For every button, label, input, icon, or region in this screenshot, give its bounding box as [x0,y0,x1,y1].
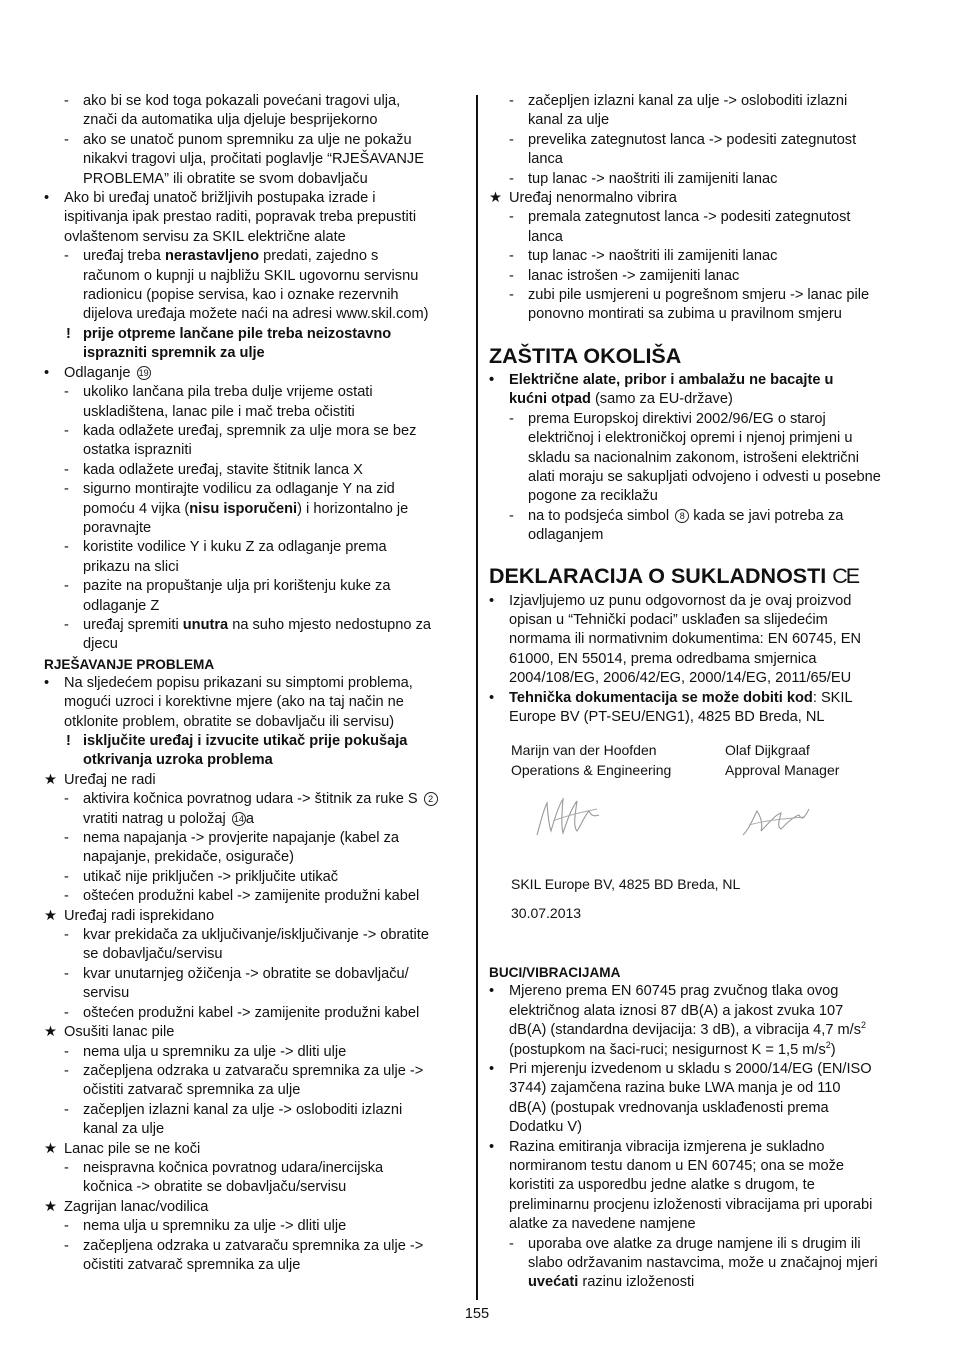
list-item: - uređaj spremiti unutra na suho mjesto nedostupno za [64,616,432,633]
list-item: - začepljen izlazni kanal za ulje -> osloboditi izlazni [509,93,848,109]
list-item: - aktivira kočnica povratnog udara -> štitnik za ruke S 2 [44,790,464,809]
list-item: - kvar prekidača za uključivanje/isključivanje -> obratite [64,927,429,944]
section-heading-environment: ZAŠTITA OKOLIŠA [489,343,682,368]
list-item: - pazite na propuštanje ulja pri korištenju kuke za [64,578,391,595]
star-item: ★ Uređaj nenormalno vibrira [489,190,677,207]
list-item: - ako bi se kod toga pokazali povećani tragovi ulja, [64,93,401,109]
list-item: - začepljen izlazni kanal za ulje -> osloboditi izlazni [64,1101,403,1118]
section-subheading: RJEŠAVANJE PROBLEMA [44,656,215,672]
list-item: - lanac istrošen -> zamijeniti lanac [509,267,740,284]
list-item: - kada odlažete uređaj, stavite štitnik lanca X [64,461,363,478]
bullet-item: • Pri mjerenju izvedenom u skladu s 2000/14/EG (EN/ISO [489,1061,872,1077]
company-address: SKIL Europe BV, 4825 BD Breda, NL [511,876,741,893]
star-item: ★ Uređaj ne radi [44,771,156,788]
bullet-item: • Mjereno prema EN 60745 prag zvučnog tlaka ovog [489,983,839,1000]
list-item: - uporaba ove alatke za druge namjene ili s drugim ili [509,1235,861,1252]
list-item: - začepljena odzraka u zatvaraču spremnika za ulje -> [64,1062,424,1079]
star-item: ★ Osušiti lanac pile [44,1024,175,1041]
list-item: - oštećen produžni kabel -> zamijenite produžni kabel [64,888,420,905]
right-column: - začepljen izlazni kanal za ulje -> osloboditi izlazni kanal za ulje - prevelika zategnutost lanca -> podesiti zategnutost lanca - tup lanac -> naoštriti ili zamijeniti lanac ★ Uređaj nenormalno vibrira - premala zategnutost lanca -> podesiti zategnutost lanca - tup lanac -> naoštriti ili zamijeniti lanac - lanac istrošen -> zamijeniti lanac - zubi pile usmjereni u pogrešnom smjeru -> lanac pile ponovno montirati sa zubima u pravilnom smjeru ZAŠTITA OKOLIŠA • Električne alate, pribor i ambalažu ne bacajte u kućni otpad (samo za EU-države) - prema Europskoj direktivi 2002/96/EG o staroj električnoj i elektroničkoj opremi i njenoj primjeni u skladu sa nacionalnim zakonom, istrošeni električni alati moraju se sakupljati odvojeno i odvesti u posebne pogone za reciklažu - na to podsjeća simbol 8 kada se javi potreba za odlaganjem DEKLARACIJA O SUKLADNOSTI CE • Izjavljujemo uz punu odgovornost da je ovaj proizvod opisan u “Tehnički podaci” usklađen sa slijedećim normama ili normativnim dokumentima: EN 60745, EN 61000, EN 55014, prema odredbama smjernica 2004/108/EG, 2006/42/EG, 2000/14/EG, 2011/65/EU • Tehnička dokumentacija se može dobiti kod: SKIL Europe BV (PT-SEU/ENG1), 4825 BD Breda, NL Marijn van der Hoofden Operations & Engineering Olaf Dijkgraaf Approval Manager SKIL Europe BV, 4825 BD Breda, NL 30.07.2013 BUCI/VIBRACIJAMA • Mjereno prema EN 60745 prag zvučnog tlaka ovog električnog alata iznosi 87 dB(A) a jakost zvuka 107 dB(A) (standardna devijacija: 3 dB), a vibracija 4,7 $m/s^2$ (postupkom na šaci-ruci; nesigurnost K = 1,5 $m/s^2$) • Pri mjerenju izvedenom u skladu s 2000/14/EG (EN/ISO 3744) zajamčena razina buke LWA manja je od 110 dB(A) (postupak vrednovanja usklađenosti prema Dodatku V) • Razina emitiranja vibracija izmjerena je sukladno normiranom testu danom u EN 60745; ona se može koristiti za usporedbu jedne alatke s drugom, te preliminarnu procjenu izloženosti vibracijama pri uporabi alatke za navedene namjene - uporaba ove alatke za druge namjene ili s drugim ili slabo održavanim nastavcima, može u značajnoj mjeri uvećati razinu izloženosti [489,92,914,1293]
signatory-name: Marijn van der Hoofden [511,742,657,759]
list-item: - kada odlažete uređaj, spremnik za ulje mora se bez [64,422,417,439]
signature-1-icon [533,791,603,845]
list-item: - koristite vodilice Y i kuku Z za odlaganje prema [64,539,387,556]
star-item: ★ Uređaj radi isprekidano [44,907,215,924]
bullet-item: • Na sljedećem popisu prikazani su simptomi problema, [44,674,413,691]
bullet-item: • Tehnička dokumentacija se može dobiti kod: SKIL [489,689,853,706]
column-divider [476,95,478,1300]
list-item: - nema napajanja -> provjerite napajanje (kabel za [64,830,399,847]
list-item: - tup lanac -> naoštriti ili zamijeniti lanac [509,248,778,265]
list-item: - nema ulja u spremniku za ulje -> dliti ulje [64,1218,347,1235]
list-item: - prevelika zategnutost lanca -> podesiti zategnutost [509,131,857,148]
list-item: - kvar unutarnjeg ožičenja -> obratite se dobavljaču/ [64,965,409,982]
figure-ref-badge: 14 [233,813,244,824]
star-item: ★ Zagrijan lanac/vodilica [44,1198,209,1215]
list-item: - prema Europskoj direktivi 2002/96/EG o staroj [509,410,826,427]
warning-item: ! isključite uređaj i izvucite utikač prije pokušaja [66,733,408,749]
list-item: - ukoliko lančana pila treba dulje vrijeme ostati [64,384,373,401]
bullet-item: • Ako bi uređaj unatoč brižljivih postupaka izrade i [44,190,376,207]
section-subheading: BUCI/VIBRACIJAMA [489,965,621,981]
list-item: - zubi pile usmjereni u pogrešnom smjeru -> lanac pile [509,287,870,304]
signature-block [489,741,914,941]
list-item: - neispravna kočnica povratnog udara/inercijska [64,1159,384,1176]
figure-ref-badge: 19 [138,367,149,378]
warning-item: ! prije otpreme lančane pile treba neizostavno [66,325,392,342]
list-item: - začepljena odzraka u zatvaraču spremnika za ulje -> [64,1237,424,1254]
declaration-date: 30.07.2013 [511,905,582,922]
star-item: ★ Lanac pile se ne koči [44,1140,201,1157]
bullet-item: • Odlaganje 19 [44,364,149,381]
section-heading-declaration: DEKLARACIJA O SUKLADNOSTI CE [489,563,859,588]
list-item: - premala zategnutost lanca -> podesiti zategnutost [509,209,851,226]
list-item: - tup lanac -> naoštriti ili zamijeniti lanac [509,170,778,187]
list-item: - nema ulja u spremniku za ulje -> dliti ulje [64,1043,347,1060]
bullet-item: • Razina emitiranja vibracija izmjerena je sukladno [489,1138,825,1155]
left-column: - ako bi se kod toga pokazali povećani tragovi ulja, znači da automatika ulja djeluje besprijekorno - ako se unatoč punom spremniku za ulje ne pokažu nikakvi tragovi ulja, pročitati poglavlje “RJEŠAVANJE PROBLEMA” ili obratite se svom dobavljaču • Ako bi uređaj unatoč brižljivih postupaka izrade i ispitivanja ipak prestao raditi, popravak treba prepustiti ovlaštenom servisu za SKIL električne alate - uređaj treba nerastavljeno predati, zajedno s računom o kupnji u najbližu SKIL ugovornu servisnu radionicu (popise servisa, kao i oznake rezervnih dijelova uređaja možete naći na adresi www.skil.com) ! prije otpreme lančane pile treba neizostavno isprazniti spremnik za ulje • Odlaganje 19 - ukoliko lančana pila treba dulje vrijeme ostati uskladištena, lanac pile i mač treba očistiti - kada odlažete uređaj, spremnik za ulje mora se bez ostatka isprazniti - kada odlažete uređaj, stavite štitnik lanca X - sigurno montirajte vodilicu za odlaganje Y na zid pomoću 4 vijka (nisu isporučeni) i horizontalno je poravnajte - koristite vodilice Y i kuku Z za odlaganje prema prikazu na slici - pazite na propuštanje ulja pri korištenju kuke za odlaganje Z - uređaj spremiti unutra na suho mjesto nedostupno za djecu RJEŠAVANJE PROBLEMA • Na sljedećem popisu prikazani su simptomi problema, mogući uzroci i korektivne mjere (ako na taj način ne otklonite problem, obratite se dobavljaču ili servisu) ! isključite uređaj i izvucite utikač prije pokušaja otkrivanja uzroka problema ★ Uređaj ne radi - aktivira kočnica povratnog udara -> štitnik za ruke S 2 vratiti natrag u položaj 14 a - nema napajanja -> provjerite napajanje (kabel za napajanje, prekidače, osigurače) - utikač nije priključen -> priključite utikač - oštećen produžni kabel -> zamijenite produžni kabel ★ Uređaj radi isprekidano - kvar prekidača za uključivanje/isključivanje -> obratite se dobavljaču/servisu - kvar unutarnjeg ožičenja -> obratite se dobavljaču/ servisu - oštećen produžni kabel -> zamijenite produžni kabel ★ Osušiti lanac pile - nema ulja u spremniku za ulje -> dliti ulje - začepljena odzraka u zatvaraču spremnika za ulje -> očistiti zatvarač spremnika za ulje - začepljen izlazni kanal za ulje -> osloboditi izlazni kanal za ulje ★ Lanac pile se ne koči - neispravna kočnica povratnog udara/inercijska kočnica -> obratite se dobavljaču/servisu ★ Zagrijan lanac/vodilica - nema ulja u spremniku za ulje -> dliti ulje - začepljena odzraka u zatvaraču spremnika za ulje -> očistiti zatvarač spremnika za ulje [44,92,464,1275]
list-item: - na to podsjeća simbol 8 kada se javi potreba za [509,507,844,524]
signatory-name: Olaf Dijkgraaf [725,742,810,759]
ce-mark-icon: CE [832,563,859,588]
figure-ref-badge: 2 [424,792,438,806]
list-item: - uređaj treba nerastavljeno predati, zajedno s [64,248,379,265]
signature-2-icon [739,801,811,843]
bullet-item: • Izjavljujemo uz punu odgovornost da je ovaj proizvod [489,592,852,609]
list-item: - oštećen produžni kabel -> zamijenite produžni kabel [64,1004,420,1021]
list-item: - ako se unatoč punom spremniku za ulje ne pokažu [64,131,412,148]
signatory-title: Approval Manager [725,761,840,778]
list-item: - utikač nije priključen -> priključite utikač [64,868,339,885]
figure-ref-badge: 8 [675,509,689,523]
list-item: - sigurno montirajte vodilicu za odlaganje Y na zid [64,481,395,498]
bullet-item: • Električne alate, pribor i ambalažu ne bacajte u [489,371,834,388]
signatory-title: Operations & Engineering [511,761,672,778]
page-number: 155 [464,1306,490,1322]
